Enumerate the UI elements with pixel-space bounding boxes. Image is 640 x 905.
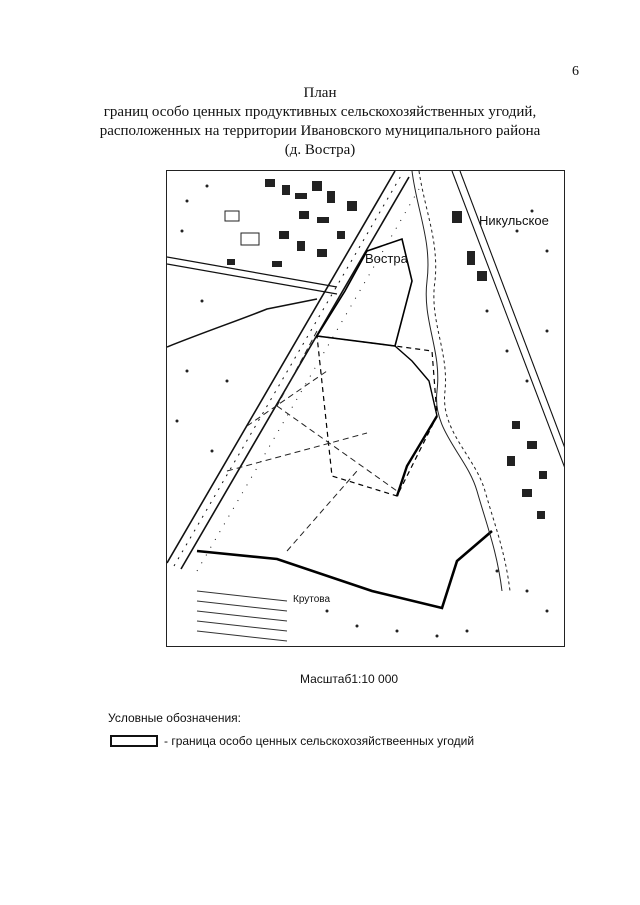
legend-item-label: - граница особо ценных сельскохозяйствеенных угодий [164, 734, 475, 748]
legend-title: Условные обозначения: [108, 711, 241, 725]
vegetation-dots [176, 185, 549, 638]
nikulskoe-buildings [452, 211, 547, 519]
label-vostra: Востра [365, 251, 408, 266]
document-title [40, 84, 600, 160]
railway [167, 171, 419, 571]
label-krutova: Крутова [293, 594, 331, 605]
map-plan [166, 170, 565, 647]
title-line-4: (д. Востра) [284, 142, 356, 158]
boundary-outline-swatch-icon [110, 735, 158, 747]
village-buildings [225, 179, 357, 267]
title-line-2: границ особо ценных продуктивных сельскохозяйственных угодий, [103, 104, 537, 120]
title-line-1: План [303, 85, 337, 101]
page-number: 6 [572, 64, 579, 79]
stream [412, 171, 510, 591]
map-scale: Масштаб1:10 000 [300, 672, 399, 686]
road [167, 257, 337, 347]
legend-item-boundary [110, 732, 474, 750]
field-divisions [227, 331, 397, 551]
map-drawing [167, 171, 565, 647]
orchard-hatching [197, 591, 287, 641]
protected-land-boundary [197, 239, 492, 608]
label-nikulskoe: Никульское [479, 213, 549, 228]
title-line-3: расположенных на территории Ивановского муниципального района [99, 123, 541, 139]
